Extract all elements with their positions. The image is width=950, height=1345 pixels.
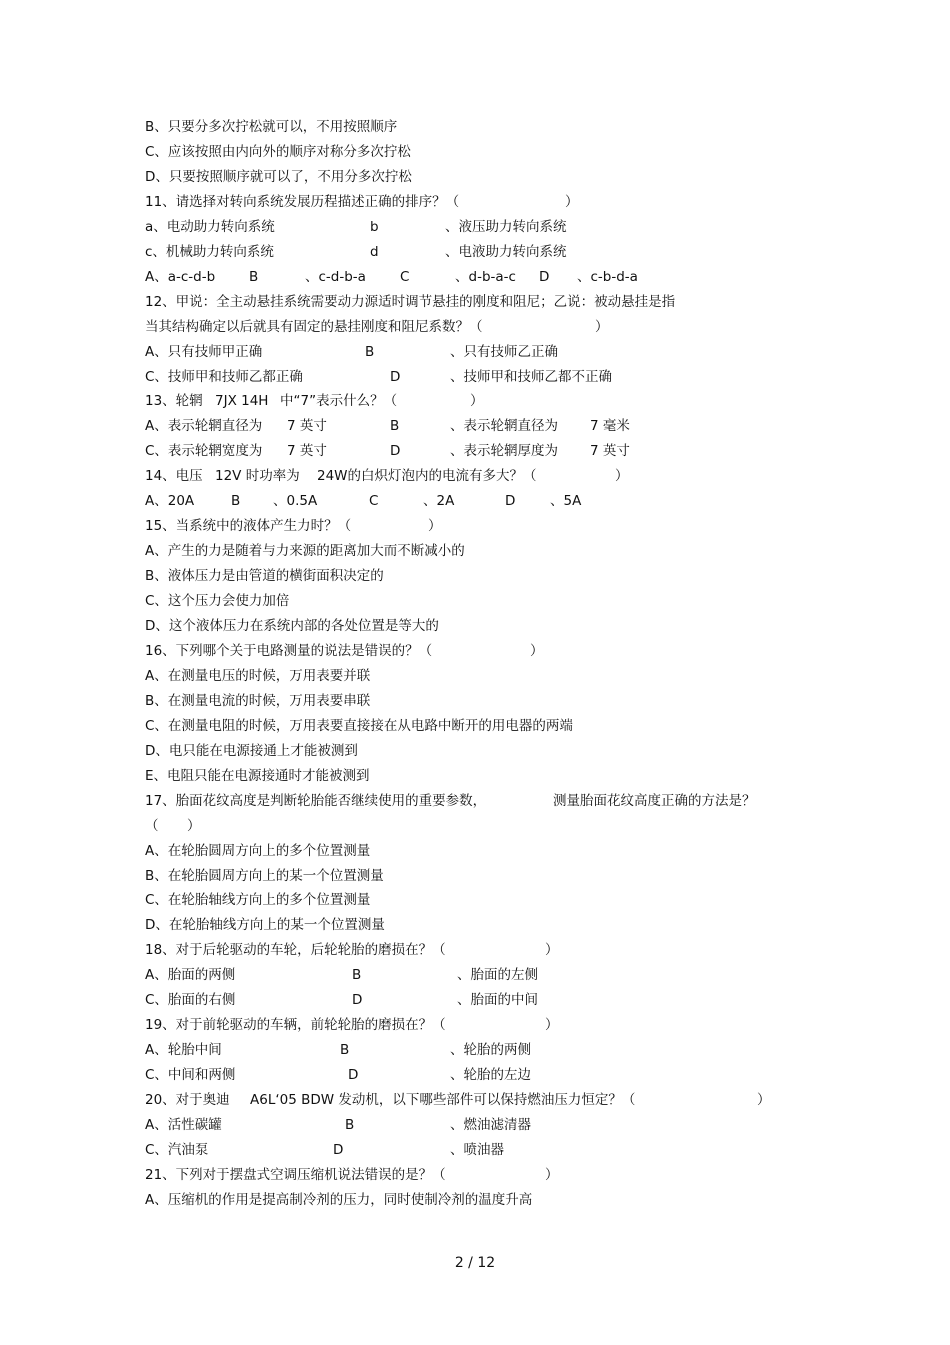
text-segment: C、胎面的右侧 (145, 992, 236, 1009)
text-segment: D (333, 1141, 344, 1158)
text-segment: ） (545, 1017, 559, 1034)
line-q17-c (145, 890, 890, 910)
line-q14-opts (145, 491, 890, 511)
text-segment: ） (757, 1092, 771, 1108)
text-segment: B、液体压力是由管道的横街面积决定的 (145, 568, 384, 585)
line-q17-d (145, 915, 890, 935)
line-q15-a (145, 541, 890, 561)
line-q21 (145, 1165, 890, 1185)
text-segment: 、电液助力转向系统 (445, 243, 567, 260)
line-q16-c (145, 716, 890, 736)
text-segment: ） (470, 393, 484, 410)
line-q12-cd (145, 367, 890, 387)
line-q10-d (145, 167, 890, 187)
text-segment: 14、电压 (145, 468, 203, 485)
text-segment: ） (595, 318, 609, 335)
text-segment: c、机械助力转向系统 (145, 243, 274, 260)
text-segment: 、轮胎的两侧 (450, 1042, 531, 1059)
text-segment: A、在测量电压的时候，万用表要并联 (145, 667, 371, 684)
line-q14 (145, 466, 890, 486)
text-segment: 测量胎面花纹高度正确的方法是？ (553, 792, 756, 809)
text-segment: D (539, 268, 550, 285)
text-segment: 24W的白炽灯泡内的电流有多大？（ (317, 468, 537, 485)
text-segment: B (352, 967, 362, 984)
text-segment: D、电只能在电源接通上才能被测到 (145, 742, 358, 759)
text-segment: 11、请选择对转向系统发展历程描述正确的排序？（ (145, 193, 460, 210)
text-segment: D、只要按照顺序就可以了，不用分多次拧松 (145, 168, 412, 185)
text-segment: 13、轮辋 (145, 393, 203, 410)
line-q15-d (145, 616, 890, 636)
text-segment: 、5A (550, 493, 582, 510)
text-segment: 、表示轮辋直径为 (450, 418, 558, 435)
line-q17-b (145, 866, 890, 886)
text-segment: ） (428, 518, 442, 535)
line-q16 (145, 641, 890, 661)
text-segment: 、0.5A (273, 493, 318, 510)
text-segment: 15、当系统中的液体产生力时？（ (145, 518, 352, 535)
text-segment: 18、对于后轮驱动的车轮，后轮轮胎的磨损在？（ (145, 942, 446, 959)
text-segment: A6L‘05 BDW 发动机，以下哪些部件可以保持燃油压力恒定？（ (250, 1092, 636, 1108)
text-segment: 、燃油滤清器 (450, 1117, 531, 1133)
text-segment: ） (615, 468, 629, 485)
line-q17-a (145, 841, 890, 861)
text-segment: B (231, 493, 241, 510)
text-segment: A、表示轮辋直径为 (145, 418, 263, 435)
text-segment: 、d-b-a-c (455, 268, 516, 285)
text-segment: D (390, 443, 401, 460)
text-segment: 中“7”表示什么？（ (280, 393, 398, 410)
line-q11-cd (145, 242, 890, 262)
line-q20-ab (145, 1115, 890, 1135)
line-q13-ab (145, 416, 890, 436)
text-segment: 、液压助力转向系统 (445, 218, 567, 235)
text-segment: C (400, 268, 410, 285)
text-segment: ） (545, 1166, 559, 1183)
text-segment: 、2A (423, 493, 455, 510)
text-segment: 、胎面的中间 (457, 992, 538, 1009)
text-segment: A、轮胎中间 (145, 1042, 222, 1059)
line-q20-cd (145, 1140, 890, 1160)
line-q13 (145, 391, 890, 411)
line-q17-1 (145, 791, 890, 811)
text-segment: 7JX 14H (215, 393, 269, 410)
text-segment: A、a-c-d-b (145, 268, 216, 285)
text-segment: B (390, 418, 400, 435)
text-segment: B、只要分多次拧松就可以，不用按照顺序 (145, 119, 398, 135)
text-segment: A、压缩机的作用是提高制冷剂的压力，同时使制冷剂的温度升高 (145, 1191, 533, 1208)
text-segment: A、胎面的两侧 (145, 967, 236, 984)
line-q10-b (145, 117, 890, 137)
text-segment: E、电阻只能在电源接通时才能被测到 (145, 767, 370, 784)
text-segment: 、表示轮辋厚度为 (450, 443, 558, 460)
line-q11-ab (145, 217, 890, 237)
line-q15 (145, 516, 890, 536)
text-segment: 、只有技师乙正确 (450, 343, 558, 360)
text-segment: 、喷油器 (450, 1141, 504, 1158)
text-segment: B、在轮胎圆周方向上的某一个位置测量 (145, 867, 384, 884)
line-q11 (145, 192, 890, 212)
text-segment: C、汽油泵 (145, 1141, 209, 1158)
line-q20 (145, 1090, 890, 1110)
text-segment: a、电动助力转向系统 (145, 218, 275, 235)
line-q16-d (145, 741, 890, 761)
text-segment: B、在测量电流的时候，万用表要串联 (145, 692, 371, 709)
text-segment: A、在轮胎圆周方向上的多个位置测量 (145, 842, 371, 859)
text-segment: C、技师甲和技师乙都正确 (145, 368, 303, 385)
text-segment: A、20A (145, 493, 195, 510)
line-q18-ab (145, 965, 890, 985)
line-q19 (145, 1015, 890, 1035)
text-segment: C、这个压力会使力加倍 (145, 593, 290, 609)
text-segment: 、c-d-b-a (305, 268, 366, 285)
text-segment: b (370, 218, 379, 235)
page-number: 2 / 12 (454, 1255, 496, 1271)
text-segment: C (369, 493, 379, 510)
line-q12-1 (145, 292, 890, 312)
text-segment: A、产生的力是随着与力来源的距离加大而不断减小的 (145, 543, 465, 560)
text-segment: 7 英寸 (287, 443, 327, 460)
line-q16-e (145, 766, 890, 786)
text-segment: C、表示轮辋宽度为 (145, 443, 263, 460)
line-q12-ab (145, 342, 890, 362)
text-segment: 19、对于前轮驱动的车辆，前轮轮胎的磨损在？（ (145, 1017, 446, 1034)
text-segment: 当其结构确定以后就具有固定的悬挂刚度和阻尼系数？（ (145, 318, 483, 335)
text-segment: C、在轮胎轴线方向上的多个位置测量 (145, 892, 371, 909)
line-q12-2 (145, 317, 890, 337)
text-segment: 、技师甲和技师乙都不正确 (450, 368, 612, 385)
text-segment: C、中间和两侧 (145, 1067, 236, 1084)
text-segment: D (348, 1067, 359, 1084)
text-segment: （ (145, 817, 159, 834)
text-segment: 16、下列哪个关于电路测量的说法是错误的？（ (145, 642, 433, 659)
text-segment: 20、对于奥迪 (145, 1092, 230, 1108)
text-segment: 、c-b-d-a (577, 268, 638, 285)
text-segment: B (345, 1117, 355, 1133)
line-q16-a (145, 666, 890, 686)
text-segment: C、应该按照由内向外的顺序对称分多次拧松 (145, 143, 411, 160)
text-segment: 7 毫米 (590, 418, 630, 435)
text-segment: D、这个液体压力在系统内部的各处位置是等大的 (145, 618, 439, 634)
line-q11-opts (145, 267, 890, 287)
text-segment: D (390, 368, 401, 385)
line-q13-cd (145, 441, 890, 461)
line-q17-2 (145, 816, 890, 836)
text-segment: 17、胎面花纹高度是判断轮胎能否继续使用的重要参数， (145, 792, 487, 809)
line-q16-b (145, 691, 890, 711)
text-segment: 21、下列对于摆盘式空调压缩机说法错误的是？（ (145, 1166, 446, 1183)
text-segment: A、只有技师甲正确 (145, 343, 263, 360)
line-q18-cd (145, 990, 890, 1010)
text-segment: ） (545, 942, 559, 959)
text-segment: ） (565, 193, 579, 210)
line-q19-cd (145, 1065, 890, 1085)
text-segment: 12V 时功率为 (215, 468, 300, 485)
line-q19-ab (145, 1040, 890, 1060)
text-segment: D、在轮胎轴线方向上的某一个位置测量 (145, 917, 385, 934)
text-segment: 7 英寸 (590, 443, 630, 460)
line-q15-b (145, 566, 890, 586)
text-segment: ） (187, 817, 201, 834)
text-segment: B (365, 343, 375, 360)
line-q21-a (145, 1190, 890, 1210)
text-segment: B (249, 268, 259, 285)
text-segment: B (340, 1042, 350, 1059)
line-q18 (145, 940, 890, 960)
text-segment: 、胎面的左侧 (457, 967, 538, 984)
text-segment: ） (530, 642, 544, 659)
text-segment: 7 英寸 (287, 418, 327, 435)
text-segment: A、活性碳罐 (145, 1117, 222, 1133)
line-q15-c (145, 591, 890, 611)
text-segment: D (505, 493, 516, 510)
text-segment: 、轮胎的左边 (450, 1067, 531, 1084)
text-segment: 12、甲说：全主动悬挂系统需要动力源适时调节悬挂的刚度和阻尼；乙说：被动悬挂是指 (145, 293, 676, 310)
text-segment: d (370, 243, 379, 260)
text-segment: D (352, 992, 363, 1009)
text-segment: C、在测量电阻的时候，万用表要直接接在从电路中断开的用电器的两端 (145, 717, 573, 734)
line-q10-c (145, 142, 890, 162)
